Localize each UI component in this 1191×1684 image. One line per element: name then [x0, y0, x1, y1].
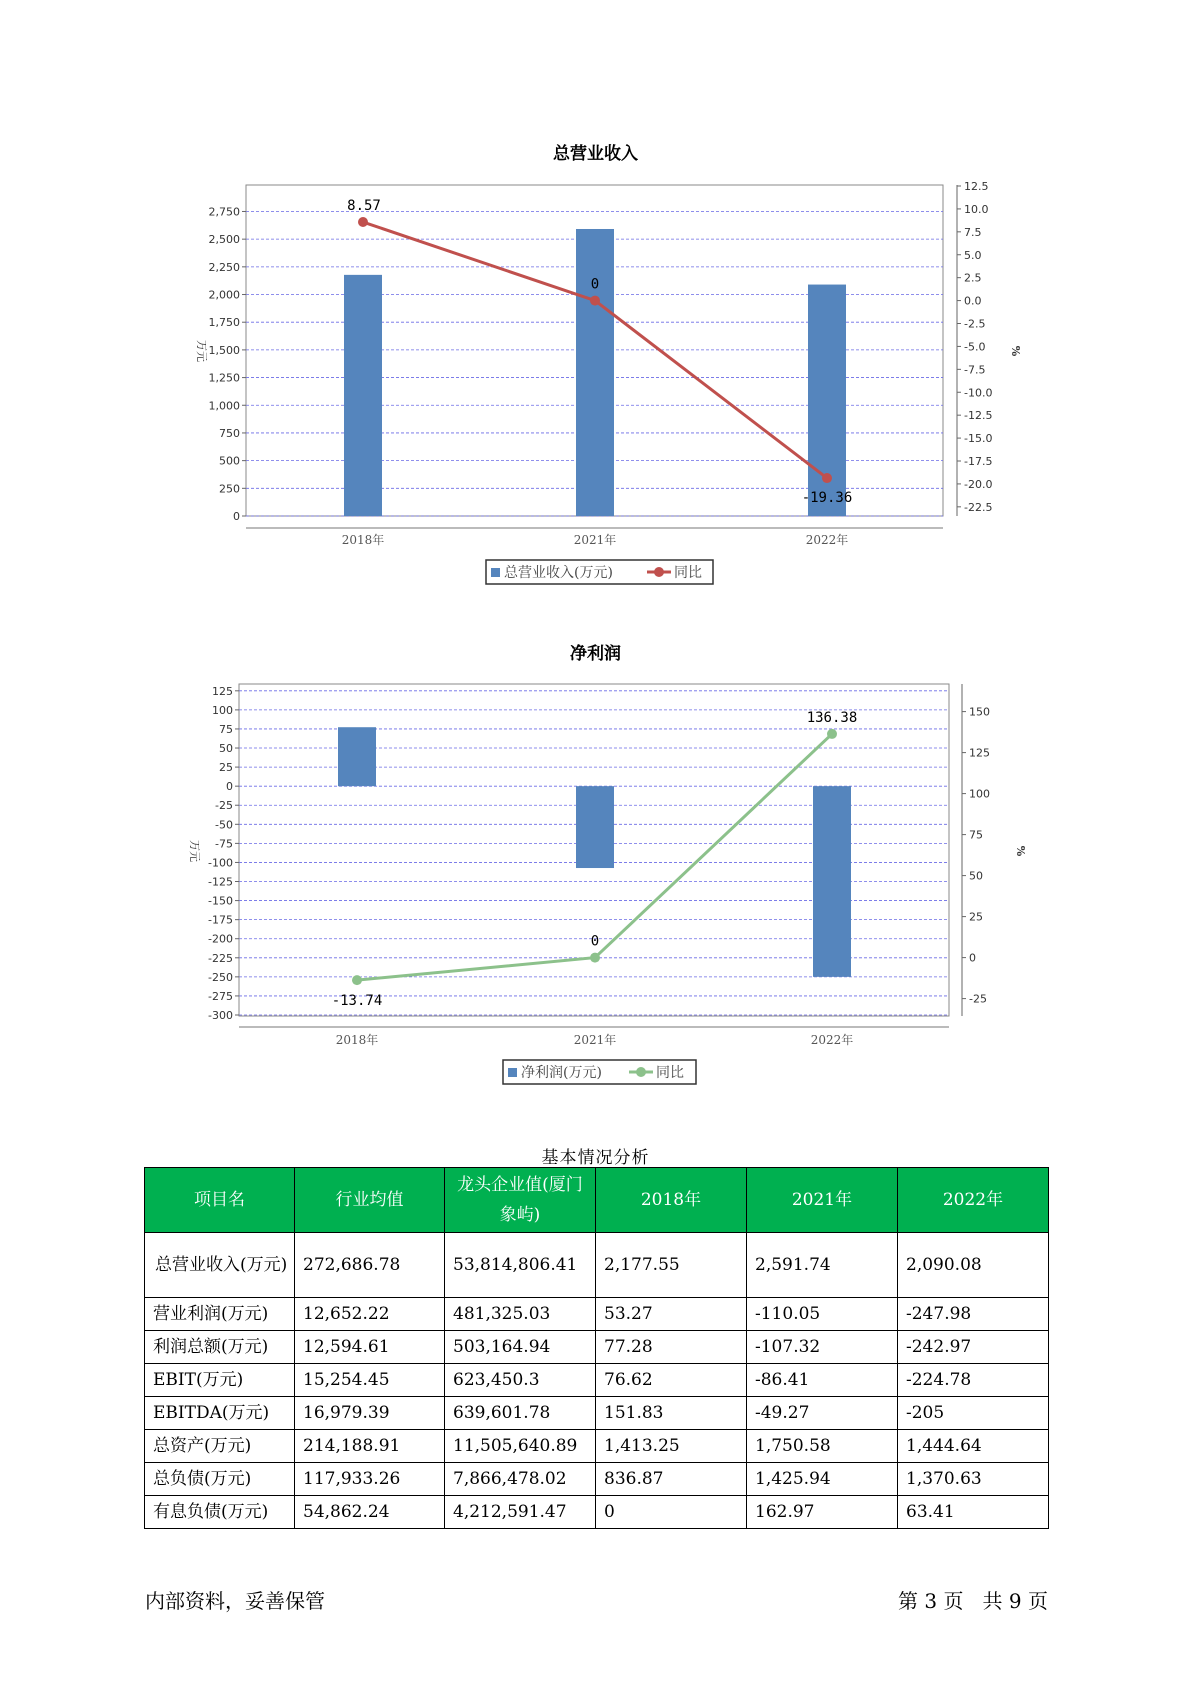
y-tick-label: 125 [212, 684, 233, 698]
table-cell: 12,594.61 [295, 1331, 445, 1364]
table-row [145, 1430, 1049, 1463]
net-profit-chart-svg [0, 630, 1191, 1100]
data-label: 0 [590, 276, 600, 293]
table-cell: 151.83 [596, 1397, 747, 1430]
y2-tick-label: 5.0 [964, 248, 982, 262]
y-tick-label: -300 [208, 1009, 233, 1022]
table-cell: 1,370.63 [898, 1463, 1049, 1496]
x-tick-label: 2021年 [573, 533, 617, 547]
table-cell: 54,862.24 [295, 1496, 445, 1529]
revenue-chart [0, 130, 1191, 600]
y-tick-label: -275 [208, 989, 233, 1003]
x-tick-label: 2018年 [341, 533, 385, 547]
y2-tick-label: 75 [969, 828, 983, 842]
table-cell: 营业利润(万元) [145, 1298, 295, 1331]
y-tick-label: -150 [208, 894, 233, 908]
y-tick-label: -175 [208, 913, 233, 927]
table-cell: 836.87 [596, 1463, 747, 1496]
table-cell: -242.97 [898, 1331, 1049, 1364]
data-label: -13.74 [331, 993, 383, 1010]
legend-swatch-bar [491, 568, 500, 577]
table-cell: 53,814,806.41 [445, 1233, 596, 1298]
table-cell: 77.28 [596, 1331, 747, 1364]
y-axis-title: 万元 [188, 840, 201, 862]
table-cell: -86.41 [747, 1364, 898, 1397]
y2-tick-label: -25 [969, 992, 987, 1006]
table-row [145, 1496, 1049, 1529]
y-tick-label: 25 [219, 761, 233, 775]
y-axis-title: 万元 [195, 340, 208, 362]
line-point [590, 296, 600, 306]
y2-tick-label: 25 [969, 910, 983, 924]
data-label: 0 [590, 933, 600, 950]
y2-tick-label: 0.0 [964, 294, 982, 308]
y-tick-label: -50 [215, 818, 233, 832]
y-tick-label: -25 [215, 799, 233, 813]
table-cell: 1,444.64 [898, 1430, 1049, 1463]
line-point [822, 473, 832, 483]
table-cell: 503,164.94 [445, 1331, 596, 1364]
table-cell: 1,425.94 [747, 1463, 898, 1496]
legend-label: 净利润(万元) [521, 1065, 602, 1081]
table-cell: 2,177.55 [596, 1233, 747, 1298]
table-cell: EBITDA(万元) [145, 1397, 295, 1430]
footer-page-number: 第 3 页 共 9 页 [898, 1589, 1048, 1613]
y-tick-label: 75 [219, 722, 233, 736]
table-cell: -224.78 [898, 1364, 1049, 1397]
table-cell: 总营业收入(万元) [145, 1233, 295, 1298]
legend-label: 总营业收入(万元) [504, 565, 613, 581]
y-tick-label: 1,000 [208, 399, 240, 413]
y-tick-label: 500 [219, 454, 240, 468]
y2-tick-label: 7.5 [964, 225, 982, 239]
bar [576, 229, 614, 516]
y-tick-label: -125 [208, 875, 233, 889]
y-tick-label: 1,500 [208, 343, 240, 357]
table-cell: 16,979.39 [295, 1397, 445, 1430]
table-cell: 63.41 [898, 1496, 1049, 1529]
x-tick-label: 2022年 [805, 533, 849, 547]
table-title: 基本情况分析 [541, 1148, 650, 1168]
table-header-cell: 行业均值 [295, 1168, 445, 1233]
legend-label: 同比 [674, 565, 702, 581]
table-header-cell: 2022年 [898, 1168, 1049, 1233]
y2-tick-label: 100 [969, 787, 990, 801]
table-header-cell: 项目名 [145, 1168, 295, 1233]
legend-swatch-point [636, 1067, 646, 1077]
y2-tick-label: 50 [969, 869, 983, 883]
table-cell: -247.98 [898, 1298, 1049, 1331]
y2-tick-label: 125 [969, 746, 990, 760]
legend-swatch-point [654, 567, 664, 577]
table-row [145, 1397, 1049, 1430]
line-point [352, 975, 362, 985]
y-tick-label: 2,250 [208, 260, 240, 274]
table-cell: 162.97 [747, 1496, 898, 1529]
y2-tick-label: 150 [969, 705, 990, 719]
bar [813, 786, 851, 977]
y2-tick-label: -17.5 [964, 455, 993, 468]
y2-tick-label: 0 [969, 951, 976, 965]
table-cell: EBIT(万元) [145, 1364, 295, 1397]
x-tick-label: 2021年 [573, 1033, 617, 1047]
chart-title: 净利润 [570, 644, 621, 664]
table-cell: 117,933.26 [295, 1463, 445, 1496]
table-cell: 12,652.22 [295, 1298, 445, 1331]
table-cell: 1,413.25 [596, 1430, 747, 1463]
table-header-cell: 2018年 [596, 1168, 747, 1233]
table-cell: 76.62 [596, 1364, 747, 1397]
table-cell: 总负债(万元) [145, 1463, 295, 1496]
table-cell: 623,450.3 [445, 1364, 596, 1397]
table-cell: 53.27 [596, 1298, 747, 1331]
table-cell: 2,591.74 [747, 1233, 898, 1298]
line-point [358, 217, 368, 227]
y2-tick-label: -2.5 [964, 317, 986, 331]
table-cell: 总资产(万元) [145, 1430, 295, 1463]
table-cell: -110.05 [747, 1298, 898, 1331]
y2-tick-label: 12.5 [964, 180, 989, 193]
chart-title: 总营业收入 [553, 144, 638, 164]
table-cell: 2,090.08 [898, 1233, 1049, 1298]
table-row [145, 1331, 1049, 1364]
footer-confidential-note: 内部资料，妥善保管 [145, 1589, 325, 1613]
table-cell: 0 [596, 1496, 747, 1529]
y-tick-label: -100 [208, 856, 233, 870]
y2-tick-label: -15.0 [964, 432, 993, 446]
y2-tick-label: -5.0 [964, 340, 986, 354]
y2-tick-label: 2.5 [964, 271, 982, 285]
x-tick-label: 2022年 [810, 1033, 854, 1047]
table-cell: -205 [898, 1397, 1049, 1430]
y2-tick-label: -20.0 [964, 477, 993, 491]
table-cell: 1,750.58 [747, 1430, 898, 1463]
table-body [145, 1233, 1049, 1529]
y-tick-label: 1,250 [208, 371, 240, 385]
y-tick-label: 100 [212, 703, 233, 717]
y-tick-label: -75 [215, 837, 233, 851]
y-tick-label: 2,000 [208, 288, 240, 302]
y-tick-label: 0 [233, 510, 240, 523]
table-cell: 4,212,591.47 [445, 1496, 596, 1529]
data-label: 136.38 [806, 709, 858, 726]
y-tick-label: -225 [208, 951, 233, 965]
y-tick-label: 1,750 [208, 316, 240, 330]
bar [576, 786, 614, 868]
x-tick-label: 2018年 [335, 1033, 379, 1047]
y2-tick-label: 10.0 [964, 202, 989, 216]
table-cell: 272,686.78 [295, 1233, 445, 1298]
y-tick-label: 50 [219, 742, 233, 756]
table-header-cell: 龙头企业值(厦门象屿) [445, 1168, 596, 1233]
y2-tick-label: -22.5 [964, 500, 993, 514]
y-tick-label: -250 [208, 970, 233, 984]
table-cell: -107.32 [747, 1331, 898, 1364]
data-label: -19.36 [801, 490, 853, 507]
table-header-cell: 2021年 [747, 1168, 898, 1233]
table-cell: 214,188.91 [295, 1430, 445, 1463]
y2-axis-title: % [1014, 845, 1027, 857]
line-point [827, 729, 837, 739]
table-cell: 7,866,478.02 [445, 1463, 596, 1496]
table-row [145, 1364, 1049, 1397]
y-tick-label: 2,750 [208, 205, 240, 219]
table-cell: 481,325.03 [445, 1298, 596, 1331]
y-tick-label: 0 [226, 780, 233, 794]
table-header-row [145, 1168, 1049, 1233]
table-cell: 11,505,640.89 [445, 1430, 596, 1463]
y2-tick-label: -10.0 [964, 386, 993, 400]
y2-axis-title: % [1009, 345, 1022, 357]
revenue-chart-svg [0, 130, 1191, 600]
basic-analysis-table [144, 1167, 1049, 1529]
legend-label: 同比 [656, 1065, 684, 1081]
table-row [145, 1298, 1049, 1331]
table-cell: -49.27 [747, 1397, 898, 1430]
y-tick-label: 2,500 [208, 233, 240, 247]
y-tick-label: -200 [208, 932, 233, 946]
y-tick-label: 750 [219, 426, 240, 440]
data-label: 8.57 [347, 198, 381, 215]
y2-tick-label: -12.5 [964, 409, 993, 423]
table-cell: 639,601.78 [445, 1397, 596, 1430]
y2-tick-label: -7.5 [964, 363, 986, 377]
net-profit-chart [0, 630, 1191, 1100]
legend-swatch-bar [508, 1068, 517, 1077]
line-point [590, 953, 600, 963]
y-tick-label: 250 [219, 482, 240, 496]
bar [338, 727, 376, 786]
table-cell: 有息负债(万元) [145, 1496, 295, 1529]
table-cell: 利润总额(万元) [145, 1331, 295, 1364]
table-cell: 15,254.45 [295, 1364, 445, 1397]
table-row [145, 1233, 1049, 1298]
table-row [145, 1463, 1049, 1496]
bar [344, 275, 382, 516]
